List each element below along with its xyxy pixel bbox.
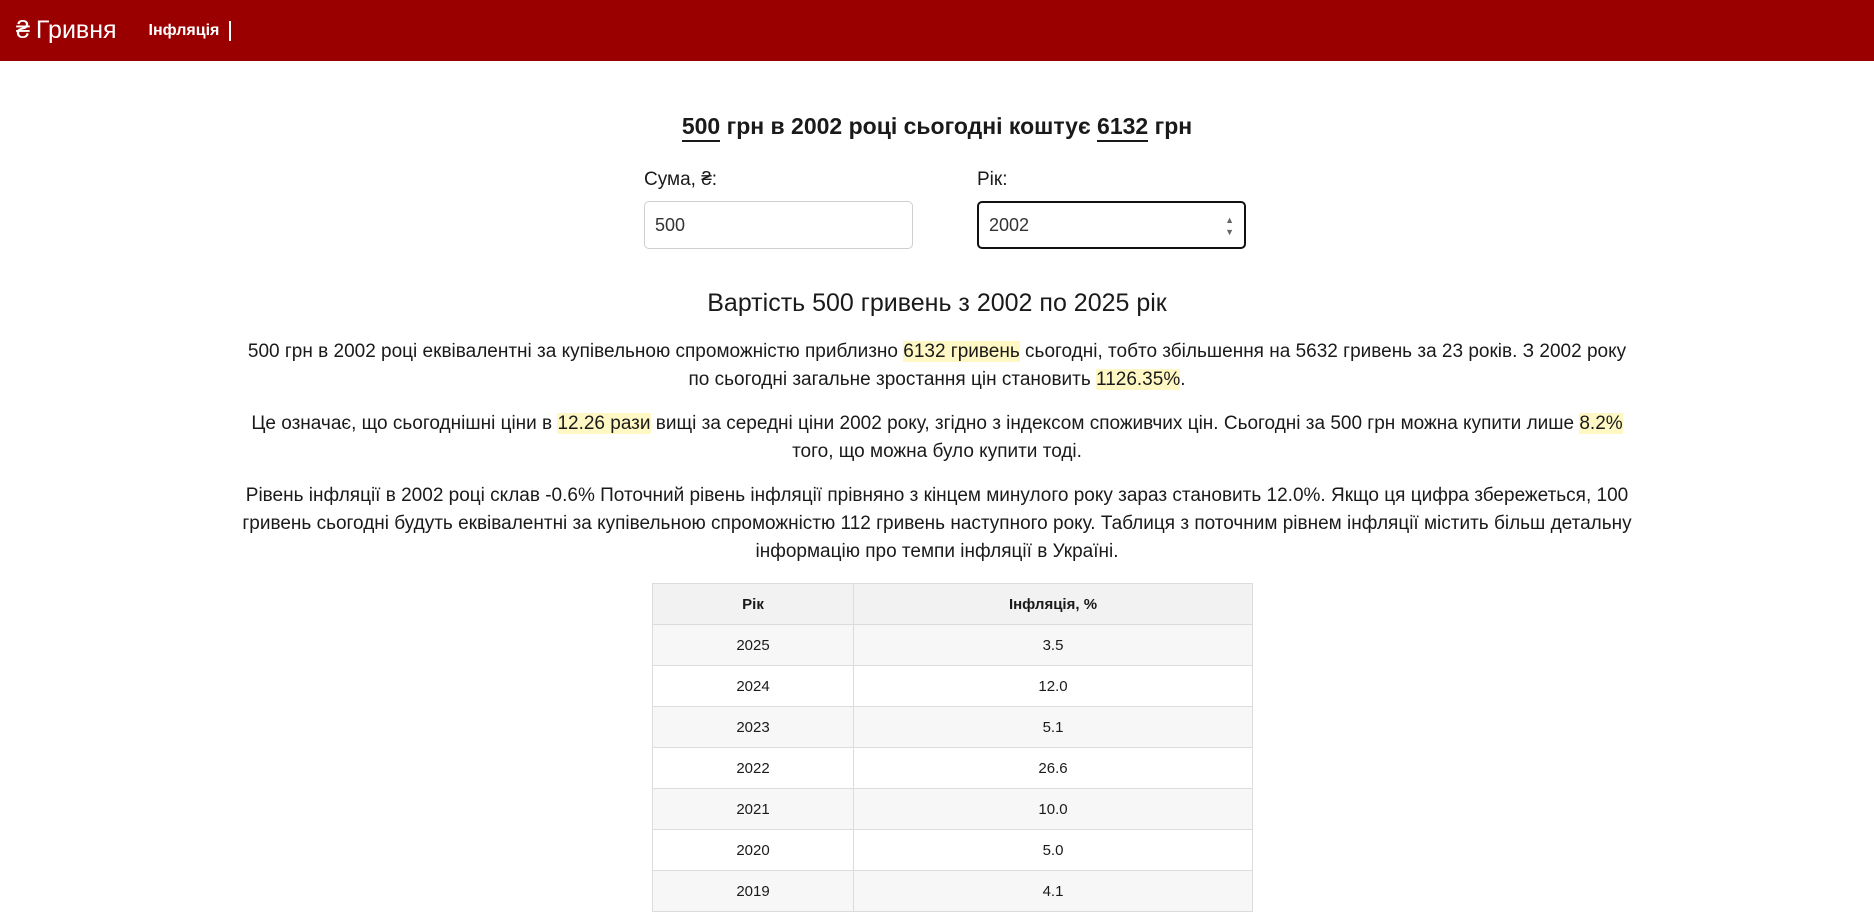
column-header-year: Рік — [653, 584, 854, 625]
hryvnia-icon: ₴ — [16, 16, 30, 44]
cell-inflation: 26.6 — [854, 748, 1253, 789]
cell-inflation: 10.0 — [854, 789, 1253, 830]
cell-year: 2023 — [653, 707, 854, 748]
table-row — [653, 789, 1253, 830]
brand-link[interactable] — [16, 16, 117, 45]
para2-text-1: Це означає, що сьогоднішні ціни в — [251, 413, 558, 434]
nav-link-inflation[interactable]: Інфляція — [148, 21, 220, 39]
year-spinner[interactable] — [1225, 214, 1234, 238]
table-row — [653, 625, 1253, 666]
year-field-group — [977, 169, 1246, 249]
brand-label: Гривня — [35, 16, 117, 44]
headline-unit: грн — [1148, 113, 1193, 139]
para2-highlight-percent: 8.2% — [1579, 413, 1623, 434]
main-content — [0, 61, 1874, 905]
headline-mid-text: грн в 2002 році сьогодні коштує — [720, 113, 1098, 139]
para1-highlight-value: 6132 гривень — [903, 341, 1020, 362]
cell-inflation: 5.1 — [854, 707, 1253, 748]
para2-text-2: вищі за середні ціни 2002 року, згідно з індексом споживчих цін. Сьогодні за 500 грн можна купити лише — [650, 413, 1580, 434]
cell-year: 2022 — [653, 748, 854, 789]
headline-result: 6132 — [1097, 113, 1148, 142]
spinner-down-icon[interactable]: ▼ — [1225, 227, 1234, 237]
table-row — [653, 666, 1253, 707]
spinner-up-icon[interactable]: ▲ — [1225, 215, 1234, 225]
para1-text-3: . — [1180, 369, 1186, 390]
inflation-table — [652, 583, 1253, 912]
column-header-inflation: Інфляція, % — [854, 584, 1253, 625]
cell-inflation: 4.1 — [854, 871, 1253, 912]
cell-year: 2019 — [653, 871, 854, 912]
table-header-row — [653, 584, 1253, 625]
cell-inflation: 3.5 — [854, 625, 1253, 666]
paragraph-equivalence — [237, 338, 1637, 394]
para2-highlight-ratio: 12.26 рази — [557, 413, 651, 434]
section-title: Вартість 500 гривень з 2002 по 2025 рік — [707, 289, 1167, 317]
para2-text-3: того, що можна було купити тоді. — [792, 441, 1082, 462]
page-headline — [0, 113, 1874, 140]
top-navbar — [0, 0, 1874, 61]
table-row — [653, 871, 1253, 912]
cell-year: 2020 — [653, 830, 854, 871]
table-row — [653, 707, 1253, 748]
para1-text-2: сьогодні, тобто збільшення на 5632 гривень за 23 років. З 2002 року по сьогодні загальне зростання цін становить — [688, 341, 1627, 390]
amount-label: Сума, ₴: — [644, 169, 718, 190]
cell-year: 2025 — [653, 625, 854, 666]
paragraph-inflation-rate: Рівень інфляції в 2002 році склав -0.6% Поточний рівень інфляції прівняно з кінцем минулого року зараз становить 12.0%. Якщо ця цифра збережеться, 100 гривень сьогодні будуть еквівалентні за купівельною спроможністю 112 гривень наступного року. Таблиця з поточним рівнем інфляції містить більш детальну інформацію про темпи інфляції в Україні. — [242, 485, 1632, 562]
amount-field-group — [644, 169, 913, 249]
table-row — [653, 830, 1253, 871]
cell-inflation: 5.0 — [854, 830, 1253, 871]
para1-highlight-percent: 1126.35% — [1096, 369, 1181, 390]
cell-year: 2021 — [653, 789, 854, 830]
year-input[interactable] — [977, 201, 1246, 249]
amount-input[interactable] — [644, 201, 913, 249]
paragraph-price-ratio — [237, 410, 1637, 466]
para1-text-1: 500 грн в 2002 році еквівалентні за купівельною спроможністю приблизно — [247, 341, 904, 362]
year-label: Рік: — [977, 169, 1008, 190]
headline-amount: 500 — [682, 113, 720, 142]
nav-separator — [229, 21, 231, 41]
table-row — [653, 748, 1253, 789]
cell-year: 2024 — [653, 666, 854, 707]
cell-inflation: 12.0 — [854, 666, 1253, 707]
